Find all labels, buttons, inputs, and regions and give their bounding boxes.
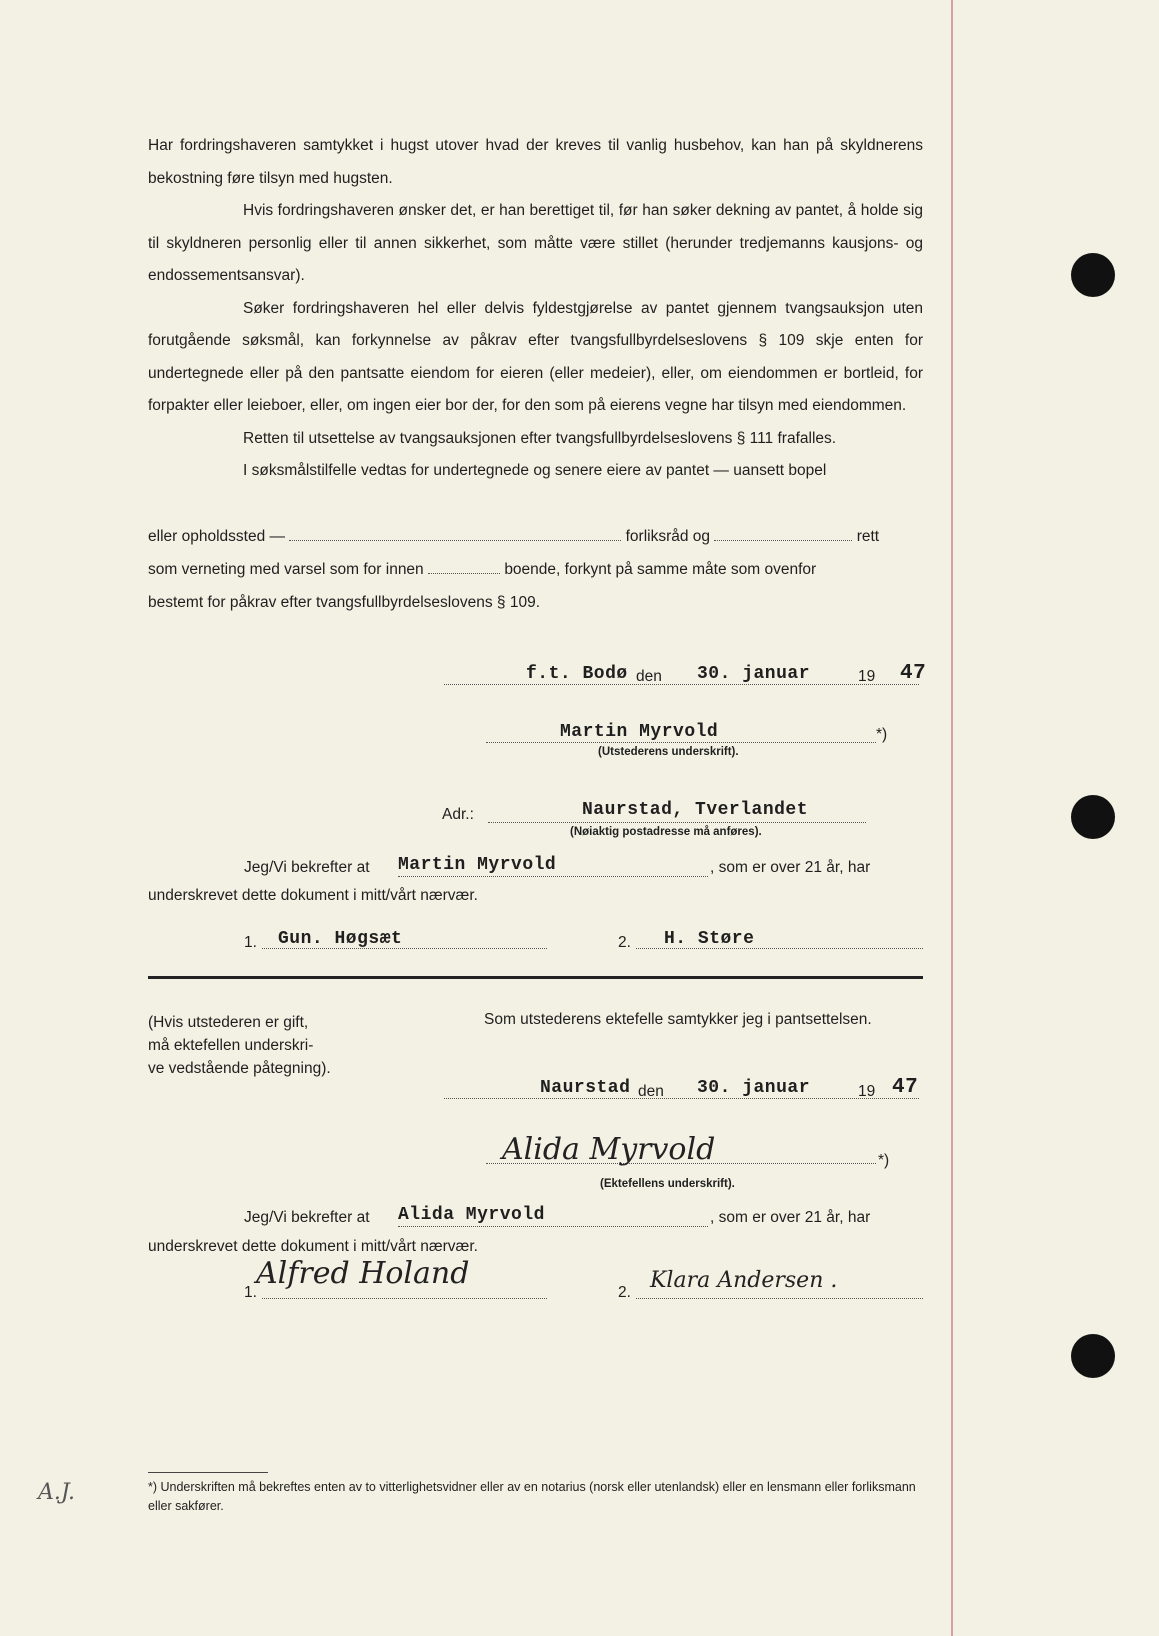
- paragraph-4: Retten til utsettelse av tvangsauksjonen efter tvangsfullbyrdelseslovens § 111 frafalles.: [243, 429, 837, 447]
- venue-blank-3[interactable]: [428, 573, 500, 574]
- spouse-signature-caption: (Ektefellens underskrift).: [600, 1178, 735, 1190]
- margin-initials: A.J.: [38, 1480, 75, 1505]
- spouse-note-line-3: ve vedstående påtegning).: [148, 1060, 331, 1077]
- spouse-confirm-line2: underskrevet dette dokument i mitt/vårt nærvær.: [148, 1238, 478, 1255]
- venue-text-a: eller opholdssted —: [148, 528, 285, 545]
- spouse-den: den: [638, 1083, 664, 1100]
- issuer-witness-2-number: 2.: [618, 934, 631, 951]
- issuer-signature-caption: (Utstederens underskrift).: [598, 746, 739, 758]
- address-label: Adr.:: [442, 806, 474, 823]
- spouse-date: 30. januar: [697, 1078, 811, 1098]
- spouse-signature: Alida Myrvold: [502, 1132, 716, 1167]
- address-value: Naurstad, Tverlandet: [582, 800, 809, 820]
- address-caption: (Nøiaktig postadresse må anføres).: [570, 826, 762, 838]
- spouse-witness-1-number: 1.: [244, 1284, 257, 1301]
- section-divider: [148, 976, 923, 979]
- punch-hole-middle: [1071, 795, 1115, 839]
- footnote-rule: [148, 1472, 268, 1473]
- spouse-century: 19: [858, 1083, 876, 1100]
- spouse-date-line[interactable]: [444, 1098, 919, 1099]
- issuer-witness-1-number: 1.: [244, 934, 257, 951]
- issuer-witness-2: H. Støre: [664, 929, 755, 949]
- issuer-confirm-suffix: , som er over 21 år, har: [710, 859, 871, 876]
- punch-hole-bottom: [1071, 1334, 1115, 1378]
- issuer-date-line[interactable]: [444, 684, 919, 685]
- spouse-year: 47: [892, 1076, 919, 1099]
- address-line[interactable]: [488, 822, 866, 823]
- paragraph-3: Søker fordringshaveren hel eller delvis fyldestgjørelse av pantet gjennem tvangsauksjon uten forutgående søksmål, kan forkynnelse av påkrav efter tvangsfullbyrdelseslovens § 109 skje enten for undertegnede eller på den pantsatte eiendom for eieren (eller medeier), eller, om eiendommen er bortleid, for forpakter eller leieboer, eller, om ingen eier bor der, for den som på eierens vegne har tilsyn med eiendommen.: [148, 299, 923, 414]
- issuer-signature-line[interactable]: [486, 742, 876, 743]
- spouse-witness-2: Klara Andersen .: [650, 1268, 838, 1293]
- punch-hole-top: [1071, 253, 1115, 297]
- issuer-witness-1: Gun. Høgsæt: [278, 929, 403, 949]
- spouse-confirm-suffix: , som er over 21 år, har: [710, 1209, 871, 1226]
- spouse-note: [148, 1011, 331, 1080]
- issuer-date: 30. januar: [697, 664, 811, 684]
- margin-rule: [951, 0, 953, 1636]
- footnote: *) Underskriften må bekreftes enten av to vitterlighetsvidner eller av en notarius (norsk eller utenlandsk) eller en lensmann eller forliksmann eller sakfører.: [148, 1480, 916, 1513]
- spouse-star: *): [878, 1152, 890, 1169]
- body-paragraphs: [148, 130, 923, 488]
- issuer-place: f.t. Bodø: [526, 664, 628, 684]
- spouse-consent: Som utstederens ektefelle samtykker jeg i pantsettelsen.: [484, 1011, 872, 1028]
- venue-text-c: rett: [856, 528, 880, 545]
- spouse-witness-2-line[interactable]: [636, 1298, 923, 1299]
- issuer-star: *): [876, 726, 888, 743]
- venue-text-b: forliksråd og: [625, 528, 711, 545]
- spouse-note-line-1: (Hvis utstederen er gift,: [148, 1014, 309, 1031]
- spouse-confirm-name: Alida Myrvold: [398, 1205, 545, 1225]
- spouse-witness-1-line[interactable]: [262, 1298, 547, 1299]
- issuer-confirm-line[interactable]: [398, 876, 708, 877]
- venue-blank-1[interactable]: [289, 540, 621, 541]
- issuer-confirm-prefix: Jeg/Vi bekrefter at: [244, 859, 370, 876]
- paragraph-2: Hvis fordringshaveren ønsker det, er han berettiget til, før han søker dekning av pantet, å holde sig til skyldneren personlig eller til annen sikkerhet, som måtte være stillet (herunder tredjemanns kausjons- og endossementsansvar).: [148, 202, 923, 284]
- issuer-confirm-line2: underskrevet dette dokument i mitt/vårt nærvær.: [148, 887, 478, 904]
- spouse-note-line-2: må ektefellen underskri-: [148, 1037, 314, 1054]
- spouse-confirm-line[interactable]: [398, 1226, 708, 1227]
- venue-line-2: [148, 561, 816, 579]
- spouse-witness-2-number: 2.: [618, 1284, 631, 1301]
- issuer-year: 47: [900, 662, 927, 685]
- venue-text-d: som verneting med varsel som for innen: [148, 561, 424, 578]
- spouse-witness-1: Alfred Holand: [256, 1256, 470, 1291]
- venue-line-1: [148, 528, 879, 546]
- issuer-signature: Martin Myrvold: [560, 722, 719, 742]
- paragraph-5: I søksmålstilfelle vedtas for undertegnede og senere eiere av pantet — uansett bopel: [243, 462, 827, 479]
- venue-line-3: bestemt for påkrav efter tvangsfullbyrdelseslovens § 109.: [148, 594, 541, 611]
- spouse-confirm-prefix: Jeg/Vi bekrefter at: [244, 1209, 370, 1226]
- issuer-confirm-name: Martin Myrvold: [398, 855, 557, 875]
- venue-text-e: boende, forkynt på samme måte som ovenfor: [504, 561, 817, 578]
- paragraph-1: Har fordringshaveren samtykket i hugst utover hvad der kreves til vanlig husbehov, kan han på skyldnerens bekostning føre tilsyn med hugsten.: [148, 137, 923, 187]
- issuer-century: 19: [858, 668, 876, 685]
- issuer-den: den: [636, 668, 662, 685]
- venue-blank-2[interactable]: [714, 540, 852, 541]
- spouse-place: Naurstad: [540, 1078, 631, 1098]
